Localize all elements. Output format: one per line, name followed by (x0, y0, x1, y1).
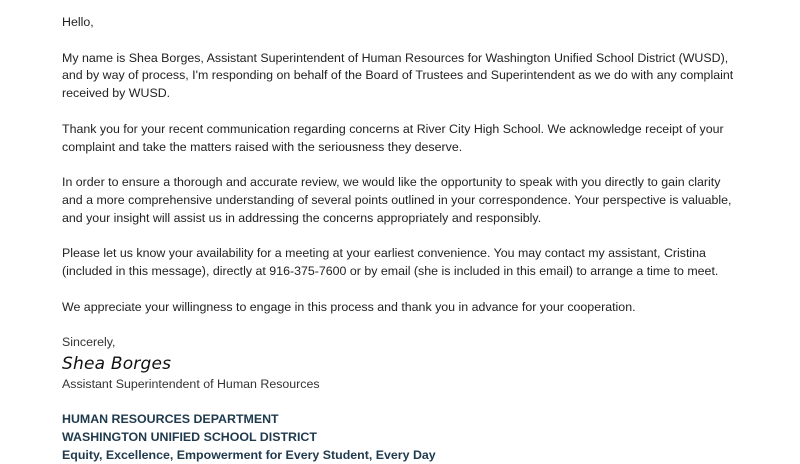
paragraph-acknowledgement: Thank you for your recent communication regarding concerns at River City High School. We acknowledge receipt of your complaint and take the matters raised with the seriousness they deserve. (62, 121, 724, 154)
paragraph-meeting-request: Please let us know your availability for a meeting at your earliest convenience. You may contact my assistant, Cristina (included in this message), directly at 916-375-7600 or by email (she is included in this email) to arrange a time to meet. (62, 246, 719, 279)
greeting: Hello, (62, 15, 94, 29)
paragraph-review-request: In order to ensure a thorough and accurate review, we would like the opportunity to speak with you directly to gain clarity and a more comprehensive understanding of several points outlined in your correspondence. Your perspective is valuable, and your insight will assist us in addressing the concerns appropriately and responsibly. (62, 175, 732, 225)
signature-title: Assistant Superintendent of Human Resources (62, 377, 320, 392)
paragraph-appreciation: We appreciate your willingness to engage in this process and thank you in advance for your cooperation. (62, 299, 636, 314)
paragraph-introduction: My name is Shea Borges, Assistant Superintendent of Human Resources for Washington Unified School District (WUSD), and by way of process, I'm responding on behalf of the Board of Trustees and Superintendent as we do with any complaint received by WUSD. (62, 50, 734, 101)
closing: Sincerely, (62, 335, 116, 350)
signature-name: Shea Borges (62, 354, 172, 375)
signature-district: WASHINGTON UNIFIED SCHOOL DISTRICT (62, 429, 317, 444)
email-body (62, 14, 742, 464)
signature-tagline: Equity, Excellence, Empowerment for Every Student, Every Day (62, 447, 436, 462)
signature-block (62, 352, 742, 464)
signature-department: HUMAN RESOURCES DEPARTMENT (62, 411, 279, 426)
